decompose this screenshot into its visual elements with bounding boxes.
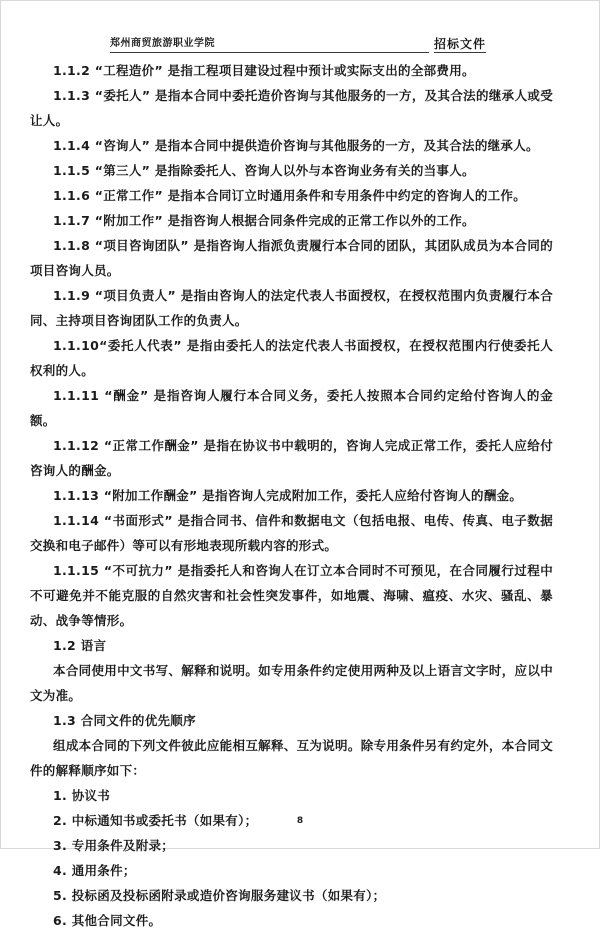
- paragraph: 1.1.11 “酬金” 是指咨询人履行本合同义务，委托人按照本合同约定给付咨询人的金额。: [30, 388, 553, 428]
- paragraph: 1.1.12 “正常工作酬金” 是指在协议书中载明的，咨询人完成正常工作，委托人应给付咨询人的酬金。: [30, 438, 553, 478]
- paragraph: 1. 协议书: [53, 788, 111, 803]
- paragraph: 2. 中标通知书或委托书（如果有）；: [53, 813, 258, 828]
- header-school-name: 郑州商贸旅游职业学院: [110, 36, 429, 53]
- paragraph: 组成本合同的下列文件彼此应能相互解释、互为说明。除专用条件另有约定外，本合同文件的解释顺序如下：: [30, 738, 553, 778]
- paragraph: 1.1.10“委托人代表” 是指由委托人的法定代表人书面授权，在授权范围内行使委托人权利的人。: [30, 338, 553, 378]
- paragraph: 1.2 语言: [53, 638, 107, 653]
- paragraph: 1.1.9 “项目负责人” 是指由咨询人的法定代表人书面授权，在授权范围内负责履行本合同、主持项目咨询团队工作的负责人。: [30, 288, 553, 328]
- paragraph: 1.1.8 “项目咨询团队” 是指咨询人指派负责履行本合同的团队，其团队成员为本合同的项目咨询人员。: [30, 238, 553, 278]
- document-body: [30, 53, 553, 933]
- page-footer: [0, 808, 600, 827]
- paragraph: 1.1.3 “委托人” 是指本合同中委托造价咨询与其他服务的一方，及其合法的继承人或受让人。: [30, 88, 553, 128]
- page-number: 8: [296, 816, 304, 826]
- paragraph: 4. 通用条件；: [53, 863, 136, 878]
- paragraph: 1.1.13 “附加工作酬金” 是指咨询人完成附加工作，委托人应给付咨询人的酬金。: [53, 488, 523, 503]
- paragraph: 1.3 合同文件的优先顺序: [53, 713, 196, 728]
- page-header: [110, 0, 486, 53]
- paragraph: 1.1.14 “书面形式” 是指合同书、信件和数据电文（包括电报、电传、传真、电子数据交换和电子邮件）等可以有形地表现所载内容的形式。: [30, 513, 553, 553]
- paragraph: 1.1.2 “工程造价” 是指工程项目建设过程中预计或实际支出的全部费用。: [53, 63, 475, 78]
- paragraph: 1.1.5 “第三人” 是指除委托人、咨询人以外与本咨询业务有关的当事人。: [53, 163, 475, 178]
- header-doc-type: 招标文件: [433, 37, 486, 51]
- paragraph: 3. 专用条件及附录；: [53, 838, 175, 853]
- paragraph: 1.1.4 “咨询人” 是指本合同中提供造价咨询与其他服务的一方，及其合法的继承人。: [53, 138, 539, 153]
- paragraph: 5. 投标函及投标函附录或造价咨询服务建议书（如果有）；: [53, 888, 386, 903]
- paragraph: 1.1.6 “正常工作” 是指本合同订立时通用条件和专用条件中约定的咨询人的工作。: [53, 188, 527, 203]
- paragraph: 本合同使用中文书写、解释和说明。如专用条件约定使用两种及以上语言文字时，应以中文为准。: [30, 663, 553, 703]
- paragraph: 1.1.7 “附加工作” 是指咨询人根据合同条件完成的正常工作以外的工作。: [53, 213, 475, 228]
- paragraph: 6. 其他合同文件。: [53, 913, 162, 928]
- paragraph: 1.1.15 “不可抗力” 是指委托人和咨询人在订立本合同时不可预见，在合同履行过程中不可避免并不能克服的自然灾害和社会性突发事件，如地震、海啸、瘟疫、水灾、骚乱、暴动、战争等情形。: [30, 563, 553, 628]
